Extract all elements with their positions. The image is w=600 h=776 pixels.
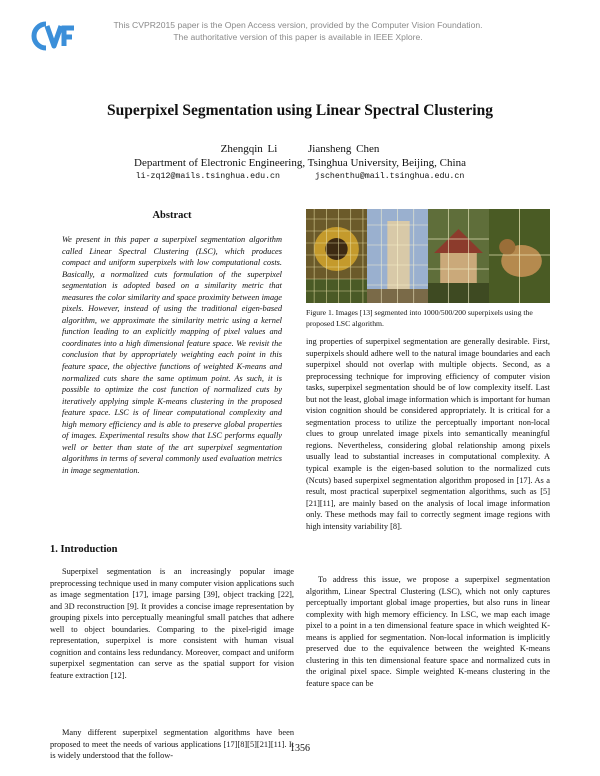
intro-paragraph-2: Many different superpixel segmentation algorithms have been proposed to meet the needs of various applications [17][8][5][21][11]. It is widely understood that the follow- <box>50 728 294 761</box>
abstract-heading: Abstract <box>152 210 192 221</box>
email-list <box>0 172 600 181</box>
notice-line-2: The authoritative version of this paper is available in IEEE Xplore. <box>173 32 423 42</box>
author-2: Jiansheng Chen <box>308 143 380 155</box>
figure-image-house <box>428 209 489 303</box>
open-access-notice <box>108 19 488 43</box>
cvf-logo <box>28 16 76 56</box>
author-1: Zhengqin Li <box>220 143 278 155</box>
figure-image-statue <box>367 209 428 303</box>
section-heading-introduction: 1. Introduction <box>50 544 118 555</box>
notice-line-1: This CVPR2015 paper is the Open Access version, provided by the Computer Vision Foundation. <box>113 20 483 30</box>
figure-image-sunflower <box>306 209 367 303</box>
right-paragraph-1: ing properties of superpixel segmentation are generally desirable. First, superpixels should adhere well to the natural image boundaries and each superpixel should not overlap with multiple objects. Second, as a preprocessing technique for improving efficiency of computer vision tasks, superpixel segmentation should be of low complexity itself. Last but not the least, global image information which is important for human vision cognition should be considered appropriately. It is critical for a segmentation process to utilize the perceptually important non-local clues to group unrelated image pixels into semantically meaningful regions. Nevertheless, considering global relationship among pixels usually lead to substantial increases in computational complexity. A typical example is the eigen-based solution to the normalized cuts (Ncuts) based superpixel segmentation algorithm proposed in [17]. As a result, most practical superpixel segmentation algorithms, such as [5][21][11], are mainly based on the analysis of local image information only. These methods may fail to correctly segment image regions with high intensity variability [8]. <box>306 337 550 531</box>
email-1[interactable]: li-zq12@mails.tsinghua.edu.cn <box>135 172 281 181</box>
page-number: 1356 <box>290 743 310 754</box>
paper-title: Superpixel Segmentation using Linear Spectral Clustering <box>107 102 493 119</box>
figure-image-animal <box>489 209 550 303</box>
email-2[interactable]: jschenthu@mail.tsinghua.edu.cn <box>315 172 465 181</box>
right-paragraph-2: To address this issue, we propose a superpixel segmentation algorithm, Linear Spectral Clustering (LSC), which not only captures perceptually important global image properties, but also runs in linear complexity with high memory efficiency. In LSC, we map each image pixel to a point in a ten dimensional feature space in which weighted K-means is applied for segmentation. Non-local information is implicitly preserved due to the equivalence between the weighted K-means clustering in this ten dimensional feature space and normalized cuts in the original pixel space. Simple weighted K-means clustering in the feature space can be <box>306 575 550 688</box>
figure-1-images <box>306 209 550 303</box>
figure-1-caption: Figure 1. Images [13] segmented into 1000/500/200 superpixels using the proposed LSC algorithm. <box>306 308 533 328</box>
intro-paragraph-1: Superpixel segmentation is an increasingly popular image preprocessing technique used in many computer vision applications such as image segmentation [17], image parsing [39], object tracking [22], and 3D reconstruction [9]. It provides a concise image representation by grouping pixels into perceptually meaningful small patches that adhere well to object boundaries. Comparing to the pixel-rigid image representation, superpixel is more consistent with human visual cognition and contains less redundancy. Moreover, compact and uniform superpixel segmentation can serve as the spatial support for vision feature extraction [12]. <box>50 567 294 680</box>
author-list <box>0 143 600 155</box>
affiliation: Department of Electronic Engineering, Tsinghua University, Beijing, China <box>134 157 466 169</box>
abstract-text: We present in this paper a superpixel segmentation algorithm called Linear Spectral Clustering (LSC), which produces compact and uniform superpixels with low computational costs. Basically, a normalized cuts formulation of the superpixel segmentation is adopted based on a similarity metric that measures the color similarity and space proximity between image pixels. However, instead of using the traditional eigen-based algorithm, we approximate the similarity metric using a kernel function leading to an explicitly mapping of pixel values and coordinates into a high dimensional feature space. We revisit the conclusion that by appropriately weighting each point in this feature space, the objective functions of weighted K-means and normalized cuts share the same optimum point. As such, it is possible to optimize the cost function of normalized cuts by iteratively applying simple K-means clustering in the proposed feature space. LSC is of linear computational complexity and high memory efficiency and is able to preserve global properties of images. Experimental results show that LSC performs equally well or better than state of the art superpixel segmentation algorithms in terms of several commonly used evaluation metrics in image segmentation. <box>62 235 282 475</box>
